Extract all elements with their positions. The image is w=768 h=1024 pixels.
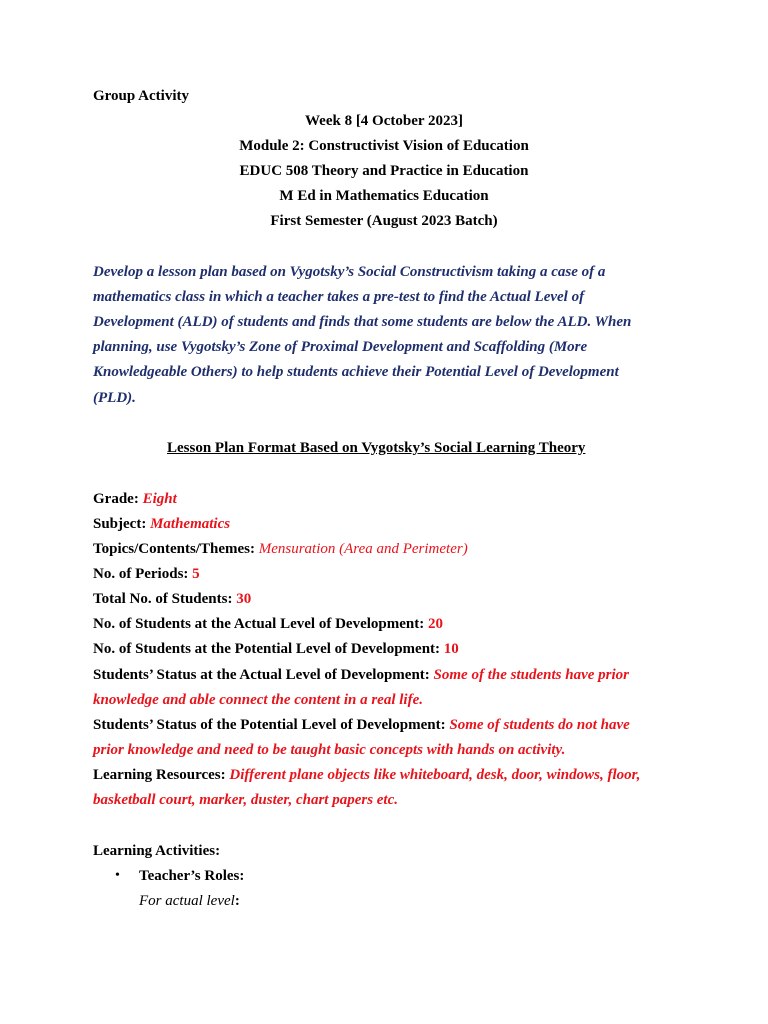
pld-count-row: [93, 639, 459, 659]
pld-status-row: [93, 715, 630, 735]
format-title-text: Lesson Plan Format Based on Vygotsky’s Social Learning Theory: [167, 440, 586, 456]
course-heading: EDUC 508 Theory and Practice in Education: [239, 163, 529, 179]
subject-value: Mathematics: [150, 516, 231, 532]
prompt-line: planning, use Vygotsky’s Zone of Proximal Development and Scaffolding (More: [93, 339, 588, 355]
periods-label: No. of Periods:: [93, 566, 189, 582]
format-title: [167, 438, 585, 458]
module-heading: Module 2: Constructivist Vision of Education: [239, 138, 529, 154]
ald-status-label: Students’ Status at the Actual Level of Development:: [93, 667, 430, 683]
pld-status-value-cont: prior knowledge and need to be taught basic concepts with hands on activity.: [93, 742, 566, 758]
resources-row: [93, 765, 640, 785]
students-label: Total No. of Students:: [93, 591, 233, 607]
grade-label: Grade:: [93, 491, 139, 507]
resources-value-cont: basketball court, marker, duster, chart papers etc.: [93, 792, 399, 808]
pld-count-label: No. of Students at the Potential Level of Development:: [93, 641, 441, 657]
prompt-line: Develop a lesson plan based on Vygotsky’s Social Constructivism taking a case of a: [93, 264, 606, 280]
pld-status-label: Students’ Status of the Potential Level of Development:: [93, 717, 446, 733]
topics-label: Topics/Contents/Themes:: [93, 541, 255, 557]
grade-row: [93, 489, 177, 509]
students-row: [93, 589, 251, 609]
ald-status-value-cont: knowledge and able connect the content in a real life.: [93, 692, 423, 708]
prompt-line: mathematics class in which a teacher takes a pre-test to find the Actual Level of: [93, 289, 585, 305]
prompt-line: Knowledgeable Others) to help students achieve their Potential Level of Development: [93, 364, 619, 380]
topics-value: Mensuration (Area and Perimeter): [258, 541, 468, 557]
subject-row: [93, 514, 230, 534]
ald-count-row: [93, 614, 443, 634]
students-value: 30: [236, 591, 252, 607]
actual-level-colon: :: [234, 893, 240, 909]
pld-count-value: 10: [443, 641, 459, 657]
periods-value: 5: [192, 566, 200, 582]
ald-count-label: No. of Students at the Actual Level of Development:: [93, 616, 425, 632]
ald-count-value: 20: [427, 616, 443, 632]
prompt-line: Development (ALD) of students and finds that some students are below the ALD. When: [93, 314, 632, 330]
resources-label: Learning Resources:: [93, 767, 226, 783]
ald-status-value: Some of the students have prior: [433, 667, 629, 683]
periods-row: [93, 564, 200, 584]
topics-row: [93, 539, 468, 559]
learning-activities-heading: Learning Activities:: [93, 843, 221, 859]
ald-status-row: [93, 665, 629, 685]
semester-heading: First Semester (August 2023 Batch): [270, 213, 498, 229]
pld-status-value: Some of students do not have: [449, 717, 630, 733]
actual-level-subheading: [139, 891, 240, 911]
subject-label: Subject:: [93, 516, 147, 532]
prompt-line: (PLD).: [93, 390, 136, 406]
bullet-icon: •: [115, 868, 120, 883]
grade-value: Eight: [142, 491, 177, 507]
actual-level-label: For actual level: [139, 893, 235, 909]
group-activity-label: Group Activity: [93, 88, 189, 104]
week-heading: Week 8 [4 October 2023]: [304, 113, 464, 129]
program-heading: M Ed in Mathematics Education: [279, 188, 489, 204]
resources-value: Different plane objects like whiteboard, desk, door, windows, floor,: [229, 767, 641, 783]
teacher-roles-item: Teacher’s Roles:: [139, 868, 245, 884]
